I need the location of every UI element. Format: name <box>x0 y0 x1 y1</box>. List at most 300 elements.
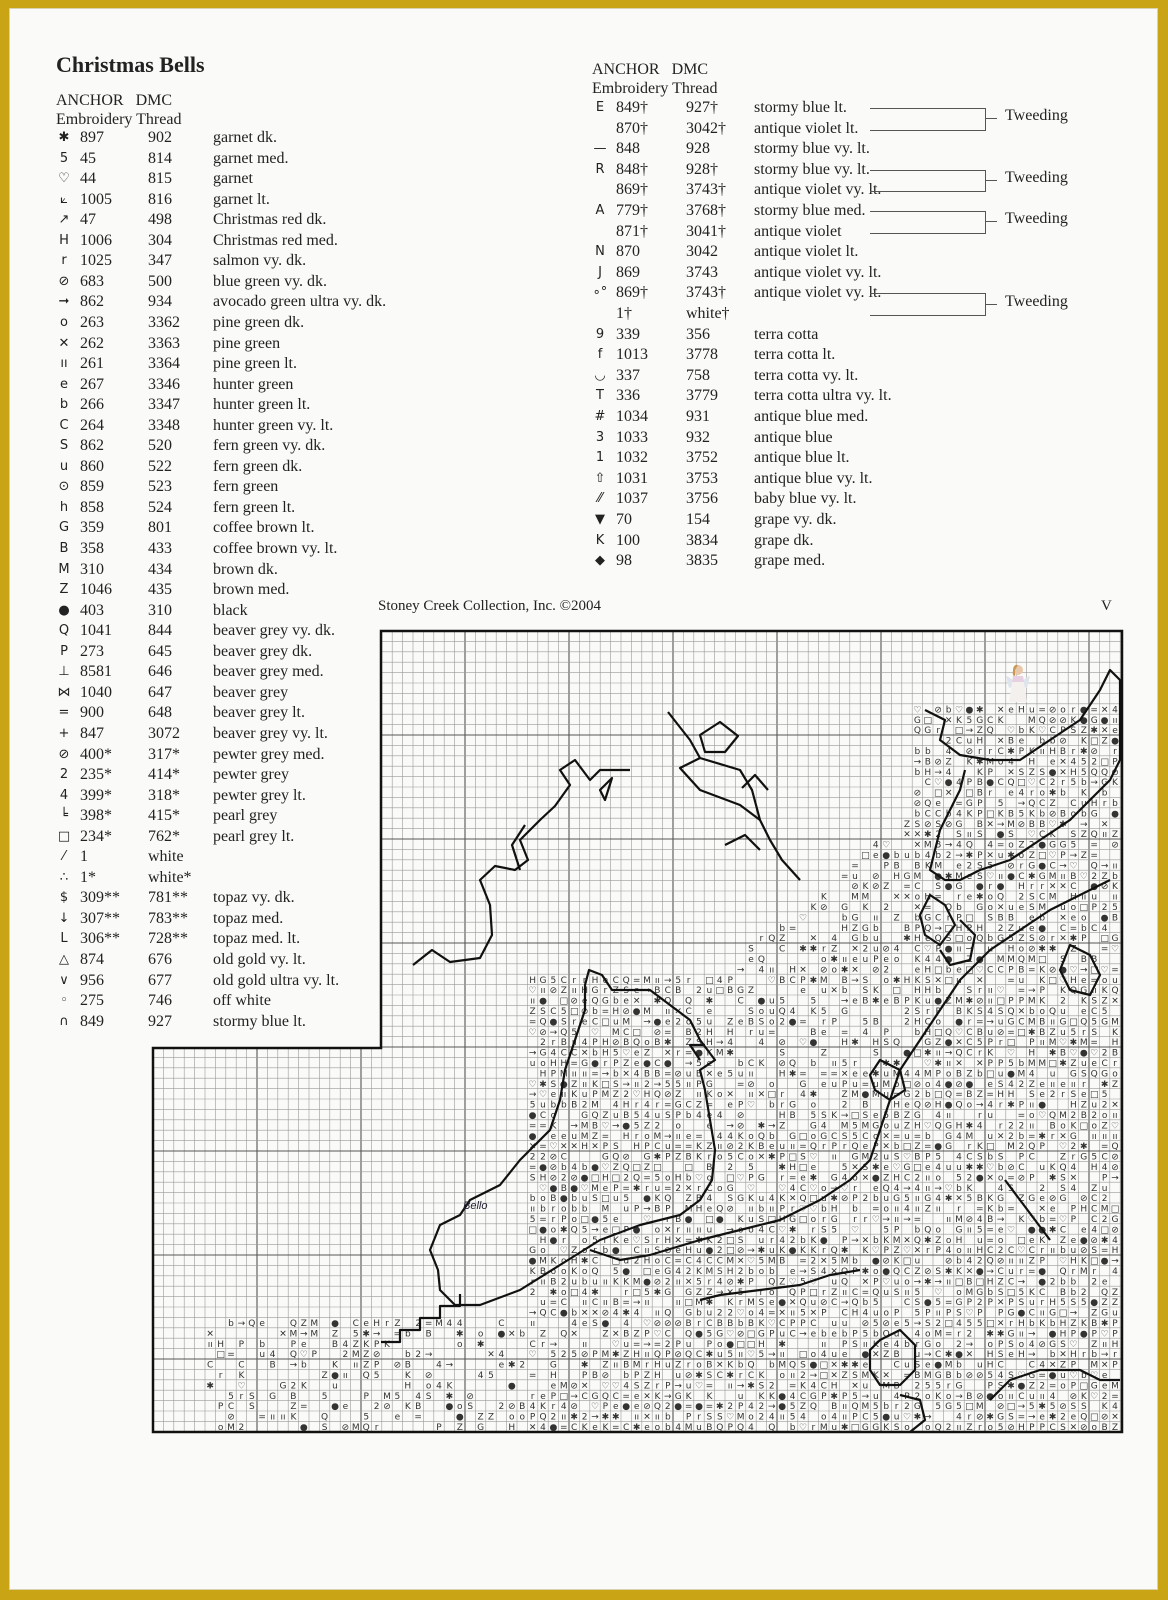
stitch-symbol: Z <box>1007 923 1015 934</box>
stitch-symbol: B <box>966 1277 973 1288</box>
color-name: stormy blue lt. <box>754 99 847 116</box>
stitch-symbol: Z <box>623 1059 630 1069</box>
stitch-symbol: M <box>601 1204 610 1215</box>
stitch-symbol: e <box>1049 1204 1056 1215</box>
stitch-symbol: S <box>727 1194 734 1205</box>
stitch-symbol: → <box>996 1215 1005 1225</box>
stitch-symbol: P <box>945 1308 952 1319</box>
stitch-symbol: G <box>685 1287 693 1298</box>
stitch-symbol: e <box>550 1131 557 1142</box>
stitch-symbol: □ <box>985 809 995 820</box>
stitch-symbol: K <box>779 1246 786 1257</box>
stitch-symbol: e <box>810 1163 817 1173</box>
stitch-symbol: ✱ <box>830 955 838 965</box>
stitch-symbol: H <box>758 1339 765 1350</box>
stitch-symbol: ● <box>996 830 1005 841</box>
stitch-symbol: 5 <box>737 1287 744 1298</box>
stitch-symbol: □ <box>902 1142 912 1153</box>
stitch-symbol: ıı <box>342 1371 348 1381</box>
stitch-symbol: 2 <box>696 1027 702 1038</box>
stitch-symbol: K <box>1080 1256 1087 1267</box>
stitch-symbol: ● <box>1038 1225 1047 1236</box>
stitch-symbol: Q <box>653 1402 661 1413</box>
stitch-symbol: G <box>1028 1371 1036 1381</box>
stitch-symbol: r <box>946 1381 951 1392</box>
stitch-symbol: P <box>966 1298 973 1309</box>
stitch-symbol: ⊘ <box>549 1152 558 1163</box>
stitch-symbol: ♡ <box>1038 1111 1047 1121</box>
stitch-symbol: ıı <box>654 1412 660 1423</box>
stitch-symbol: → <box>726 1121 734 1132</box>
stitch-symbol: G <box>924 1339 932 1350</box>
stitch-symbol: 2 <box>373 1402 380 1413</box>
stitch-symbol: 4 <box>966 1256 973 1267</box>
stitch-symbol: Q <box>539 1308 547 1319</box>
stitch-symbol: P <box>779 1204 785 1215</box>
stitch-symbol: = <box>903 882 911 893</box>
stitch-symbol: e <box>717 1069 723 1080</box>
stitch-symbol: H <box>1111 1339 1119 1350</box>
stitch-symbol: = <box>705 1381 714 1392</box>
stitch-symbol: u <box>259 1350 266 1361</box>
stitch-symbol: 4 <box>581 1287 588 1298</box>
stitch-symbol: 5 <box>529 1100 536 1111</box>
symbol-icon: — <box>593 141 607 157</box>
stitch-symbol: Q <box>893 1038 901 1049</box>
stitch-symbol: 5 <box>852 1121 858 1132</box>
stitch-symbol: = <box>913 1131 922 1142</box>
stitch-symbol: B <box>789 1111 796 1121</box>
stitch-symbol: ⊘ <box>820 903 828 913</box>
stitch-symbol: ⊘ <box>1100 1412 1109 1423</box>
stitch-symbol: 4 <box>893 944 900 955</box>
stitch-symbol: 2 <box>1049 1277 1056 1288</box>
stitch-symbol: □ <box>611 1225 621 1236</box>
stitch-symbol: M <box>1017 1069 1026 1080</box>
stitch-symbol: u <box>872 1308 879 1319</box>
stitch-symbol: ✱ <box>622 1308 630 1319</box>
stitch-symbol: Q <box>591 1267 599 1277</box>
stitch-symbol: ✕ <box>1100 1360 1109 1371</box>
stitch-symbol: □ <box>809 1287 818 1298</box>
stitch-symbol: □ <box>216 1350 225 1361</box>
stitch-symbol: B <box>903 923 911 934</box>
stitch-symbol: e <box>821 1027 827 1038</box>
stitch-symbol: ♡ <box>1058 1142 1068 1153</box>
stitch-symbol: ıı <box>561 1412 567 1423</box>
stitch-symbol: □ <box>913 1048 922 1059</box>
stitch-symbol: 5 <box>862 1329 869 1340</box>
stitch-symbol: → <box>903 1215 911 1225</box>
stitch-symbol: = <box>799 1069 807 1080</box>
stitch-symbol: G <box>913 1402 921 1413</box>
stitch-symbol: B <box>727 1319 734 1329</box>
stitch-symbol: □ <box>1006 1402 1016 1413</box>
stitch-symbol: r <box>977 1048 982 1059</box>
stitch-symbol: ⊘ <box>1059 736 1067 747</box>
stitch-symbol: ⊘ <box>944 1256 953 1267</box>
stitch-symbol: o <box>1039 788 1045 799</box>
stitch-symbol: ● <box>580 1173 589 1184</box>
stitch-symbol: S <box>956 1308 962 1319</box>
stitch-symbol: C <box>966 1152 973 1163</box>
stitch-symbol: Q <box>945 1027 953 1038</box>
stitch-symbol: ✕ <box>1059 1350 1067 1361</box>
stitch-symbol: K <box>706 1391 713 1402</box>
stitch-symbol: b <box>841 986 848 997</box>
stitch-symbol: 4 <box>810 1381 817 1392</box>
stitch-symbol: B <box>269 1360 276 1371</box>
stitch-symbol: 5 <box>488 1371 494 1381</box>
stitch-symbol: G <box>674 1100 682 1111</box>
stitch-symbol: B <box>1059 809 1067 820</box>
stitch-symbol: e <box>633 1402 640 1413</box>
stitch-symbol: B <box>862 1100 869 1111</box>
stitch-symbol: G <box>934 1371 942 1381</box>
stitch-symbol: ✱ <box>705 1350 714 1361</box>
stitch-symbol: C <box>789 1329 796 1340</box>
stitch-symbol: ıı <box>894 1204 900 1215</box>
stitch-symbol: r <box>1071 705 1076 716</box>
stitch-symbol: C <box>935 913 942 924</box>
stitch-symbol: ıı <box>571 986 577 997</box>
stitch-symbol: u <box>779 1329 786 1340</box>
stitch-symbol: ıı <box>842 1402 848 1413</box>
stitch-symbol: u <box>571 1277 578 1288</box>
color-name: antique violet <box>754 222 842 240</box>
stitch-symbol: M <box>819 1423 828 1433</box>
stitch-symbol: = <box>1100 944 1109 955</box>
stitch-symbol: B <box>1039 1027 1046 1038</box>
stitch-symbol: S <box>748 944 754 955</box>
stitch-symbol: 5 <box>966 1194 973 1205</box>
stitch-symbol: ✕ <box>580 1048 589 1059</box>
stitch-symbol: → <box>924 1412 932 1423</box>
stitch-symbol: ⊘ <box>549 1163 558 1173</box>
stitch-symbol: ✕ <box>716 1360 724 1371</box>
dmc-number: 317* <box>148 745 180 763</box>
stitch-symbol: C <box>1018 871 1025 882</box>
stitch-symbol: S <box>1028 903 1035 913</box>
stitch-symbol: e <box>706 1007 713 1017</box>
stitch-symbol: G <box>643 1152 651 1163</box>
stitch-symbol: ✱ <box>206 1381 214 1392</box>
symbol-icon: r <box>61 253 67 269</box>
stitch-symbol: ♡ <box>1090 1048 1099 1059</box>
stitch-symbol: ıı <box>779 1350 785 1361</box>
dmc-number: 647 <box>148 683 172 701</box>
stitch-symbol: 4 <box>800 1090 806 1101</box>
stitch-symbol: P <box>779 1152 785 1163</box>
stitch-symbol: H <box>914 986 921 997</box>
stitch-symbol: Q <box>924 799 932 809</box>
stitch-symbol: 5 <box>571 1027 578 1038</box>
stitch-symbol: 4 <box>1101 923 1108 934</box>
stitch-symbol: ✕ <box>976 1059 984 1069</box>
stitch-symbol: 2 <box>841 1100 848 1111</box>
stitch-symbol: K <box>1039 1235 1046 1246</box>
stitch-symbol: □ <box>642 1267 652 1277</box>
stitch-symbol: □ <box>798 1215 808 1225</box>
stitch-symbol: □ <box>715 986 725 997</box>
stitch-symbol: u <box>1060 1371 1066 1381</box>
stitch-symbol: K <box>1112 1027 1118 1038</box>
stitch-symbol: M <box>1048 871 1057 882</box>
stitch-symbol: ✱ <box>976 892 984 903</box>
stitch-symbol: ⊘ <box>820 965 828 976</box>
stitch-symbol: → <box>570 1121 578 1132</box>
stitch-symbol: o <box>893 1079 900 1090</box>
stitch-symbol: P <box>769 1329 775 1340</box>
stitch-symbol: → <box>986 1017 994 1028</box>
stitch-symbol: ⊘ <box>872 882 880 893</box>
stitch-symbol: P <box>665 1381 671 1392</box>
stitch-symbol: b <box>987 1152 994 1163</box>
stitch-symbol: □ <box>528 1225 537 1236</box>
dmc-number: 928 <box>686 140 710 158</box>
stitch-symbol: C <box>664 1329 671 1340</box>
stitch-symbol: ✱ <box>736 1277 745 1288</box>
stitch-symbol: Q <box>664 1308 672 1319</box>
stitch-symbol: ● <box>549 1423 558 1433</box>
stitch-symbol: → <box>716 1038 724 1049</box>
stitch-symbol: e <box>852 1069 858 1080</box>
stitch-symbol: 4 <box>623 1319 630 1329</box>
stitch-symbol: Z <box>1111 1423 1119 1433</box>
stitch-symbol: P <box>311 1350 317 1361</box>
symbol-icon: h <box>59 499 69 515</box>
stitch-symbol: H <box>633 1350 640 1361</box>
stitch-symbol: ✕ <box>913 830 922 841</box>
dmc-number: 347 <box>148 252 172 270</box>
stitch-symbol: e <box>581 1017 588 1028</box>
stitch-symbol: M <box>695 1298 703 1309</box>
stitch-symbol: S <box>883 1038 890 1049</box>
stitch-symbol: P <box>644 1142 650 1153</box>
stitch-symbol: G <box>664 1287 672 1298</box>
stitch-symbol: ✕ <box>726 1090 734 1101</box>
stitch-symbol: C <box>737 996 744 1007</box>
stitch-symbol: 4 <box>1112 705 1118 716</box>
stitch-symbol: → <box>830 1183 838 1194</box>
stitch-symbol: b <box>768 1131 775 1142</box>
stitch-symbol: ⊘ <box>372 1350 381 1361</box>
stitch-symbol: ● <box>975 1173 984 1184</box>
stitch-symbol: □ <box>601 1194 610 1205</box>
stitch-symbol: C <box>227 1402 235 1413</box>
stitch-symbol: ⊘ <box>924 1100 932 1111</box>
stitch-symbol: P <box>737 1100 744 1111</box>
stitch-symbol: 5 <box>1112 903 1118 913</box>
stitch-symbol: o <box>987 1339 993 1350</box>
stitch-symbol: u <box>571 1131 578 1142</box>
stitch-symbol: H <box>789 965 796 976</box>
stitch-symbol: ıı <box>894 1215 900 1225</box>
stitch-symbol: u <box>862 1381 869 1392</box>
symbol-icon: ◡ <box>594 367 606 383</box>
stitch-symbol: ıı <box>790 1371 796 1381</box>
stitch-symbol: □ <box>985 1319 995 1329</box>
stitch-symbol: u <box>540 1298 546 1309</box>
stitch-symbol: H <box>706 1038 713 1049</box>
stitch-symbol: H <box>1028 1048 1036 1059</box>
stitch-symbol: r <box>1009 1319 1013 1329</box>
stitch-symbol: H <box>1007 944 1015 955</box>
stitch-symbol: ♡ <box>798 1038 808 1049</box>
stitch-symbol: ● <box>528 1111 537 1121</box>
stitch-symbol: ✕ <box>1007 767 1015 778</box>
stitch-symbol: u <box>623 1204 630 1215</box>
stitch-symbol: ✕ <box>622 1069 630 1080</box>
stitch-symbol: e <box>769 1142 775 1153</box>
stitch-symbol: e <box>935 799 941 809</box>
stitch-symbol: ⊘ <box>1048 705 1057 716</box>
stitch-symbol: G <box>477 1423 485 1433</box>
anchor-number: 47 <box>80 211 96 229</box>
stitch-symbol: o <box>987 903 993 913</box>
symbol-icon: ⇧ <box>594 470 606 486</box>
stitch-symbol: u <box>779 1142 786 1153</box>
stitch-symbol: K <box>1080 1319 1087 1329</box>
stitch-symbol: b <box>987 934 994 945</box>
stitch-symbol: □ <box>944 923 953 934</box>
stitch-symbol: Z <box>675 1152 682 1163</box>
stitch-symbol: ıı <box>1112 1131 1118 1142</box>
stitch-symbol: r <box>738 1298 743 1309</box>
stitch-symbol: Q <box>539 1017 547 1028</box>
stitch-symbol: 4 <box>956 1319 962 1329</box>
stitch-symbol: e <box>1018 903 1025 913</box>
stitch-symbol: Z <box>841 1090 848 1101</box>
stitch-symbol: 4 <box>914 1183 921 1194</box>
stitch-symbol: = <box>528 1017 537 1028</box>
stitch-symbol: b <box>904 1339 910 1350</box>
anchor-number: 862 <box>80 293 104 311</box>
stitch-symbol: H <box>778 1111 786 1121</box>
stitch-symbol: K <box>696 1152 702 1163</box>
stitch-symbol: Q <box>799 1194 807 1205</box>
stitch-symbol: ✱ <box>851 1038 859 1049</box>
stitch-symbol: ıı <box>738 1350 744 1361</box>
stitch-symbol: 5 <box>810 996 817 1007</box>
stitch-symbol: e <box>852 996 858 1007</box>
stitch-symbol: b <box>997 1204 1004 1215</box>
stitch-symbol: u <box>706 1308 713 1319</box>
color-name: antique violet vy. lt. <box>754 284 882 302</box>
stitch-symbol: = <box>1028 1267 1036 1277</box>
stitch-symbol: o <box>477 1329 484 1340</box>
stitch-symbol: H <box>539 1173 547 1184</box>
stitch-symbol: u <box>1018 975 1025 986</box>
stitch-symbol: ✱ <box>924 1235 932 1246</box>
stitch-symbol: ♡ <box>809 1277 818 1288</box>
stitch-symbol: = <box>1090 975 1098 986</box>
stitch-symbol: b <box>685 1111 692 1121</box>
stitch-symbol: r <box>811 1225 816 1236</box>
stitch-symbol: = <box>840 871 849 882</box>
stitch-symbol: ✕ <box>788 1194 797 1205</box>
stitch-symbol: r <box>551 1204 556 1215</box>
stitch-symbol: b <box>914 747 921 757</box>
stitch-symbol: o <box>831 965 837 976</box>
stitch-symbol: = <box>300 1402 308 1413</box>
stitch-symbol: 5 <box>363 1412 370 1423</box>
symbol-icon: 4 <box>59 787 69 803</box>
stitch-symbol: ıı <box>1112 715 1118 726</box>
stitch-symbol: ● <box>788 1246 797 1257</box>
stitch-symbol: → <box>840 1298 849 1309</box>
stitch-symbol: b <box>810 1059 817 1069</box>
stitch-symbol: → <box>528 1308 537 1319</box>
color-name: pine green dk. <box>213 313 305 331</box>
stitch-symbol: o <box>1039 1007 1045 1017</box>
stitch-symbol: ıı <box>748 1090 754 1101</box>
stitch-symbol: Z <box>945 996 952 1007</box>
stitch-symbol: H <box>872 1038 880 1049</box>
stitch-symbol: Z <box>602 1329 609 1340</box>
stitch-symbol: ✱ <box>664 1038 672 1049</box>
stitch-symbol: C <box>612 1391 619 1402</box>
color-name: baby blue vy. lt. <box>754 490 857 508</box>
stitch-symbol: P <box>727 975 733 986</box>
stitch-symbol: B <box>404 1360 411 1371</box>
stitch-symbol: e <box>633 1391 640 1402</box>
stitch-symbol: K <box>800 1246 806 1257</box>
stitch-symbol: o <box>581 1267 588 1277</box>
stitch-symbol: 5 <box>956 1402 962 1413</box>
stitch-symbol: o <box>1091 1121 1097 1132</box>
color-name: beaver grey lt. <box>213 704 305 722</box>
dmc-number: 931 <box>686 408 710 425</box>
stitch-symbol: 4 <box>945 1246 952 1257</box>
stitch-symbol: ✕ <box>778 1308 786 1319</box>
stitch-symbol: G <box>601 1152 609 1163</box>
stitch-symbol: Z <box>914 1142 921 1153</box>
stitch-symbol: H <box>1018 882 1025 893</box>
stitch-symbol: b <box>228 1319 234 1329</box>
stitch-symbol: u <box>581 1194 588 1205</box>
stitch-symbol: G <box>997 1412 1005 1423</box>
stitch-symbol: ● <box>882 1412 891 1423</box>
stitch-symbol: u <box>956 1163 962 1173</box>
dmc-number: 3743† <box>686 181 726 199</box>
symbol-icon: ♡ <box>58 171 70 187</box>
stitch-symbol: 5 <box>841 1163 848 1173</box>
stitch-symbol: M <box>1007 1142 1015 1153</box>
stitch-symbol: o <box>1081 913 1087 924</box>
stitch-symbol: e <box>1008 788 1014 799</box>
dmc-number: 815 <box>148 170 172 188</box>
stitch-symbol: C <box>737 1152 744 1163</box>
stitch-symbol: ● <box>559 1194 568 1205</box>
stitch-symbol: M <box>1048 1038 1057 1049</box>
stitch-symbol: r <box>988 788 993 799</box>
stitch-symbol: e <box>706 1121 713 1132</box>
stitch-symbol: ✱ <box>757 1246 766 1257</box>
stitch-symbol: S <box>748 1007 754 1017</box>
stitch-symbol: Q <box>851 1402 859 1413</box>
stitch-symbol: □ <box>746 1339 756 1350</box>
stitch-symbol: e <box>893 1319 900 1329</box>
stitch-symbol: P <box>800 975 806 986</box>
stitch-symbol: ✱ <box>1007 851 1015 861</box>
stitch-symbol: P <box>363 1391 369 1402</box>
stitch-symbol: C <box>862 1412 869 1423</box>
stitch-symbol: H <box>841 923 848 934</box>
stitch-symbol: B <box>987 1215 994 1225</box>
stitch-symbol: ıı <box>831 1059 837 1069</box>
color-name: pewter grey med. <box>213 745 325 763</box>
